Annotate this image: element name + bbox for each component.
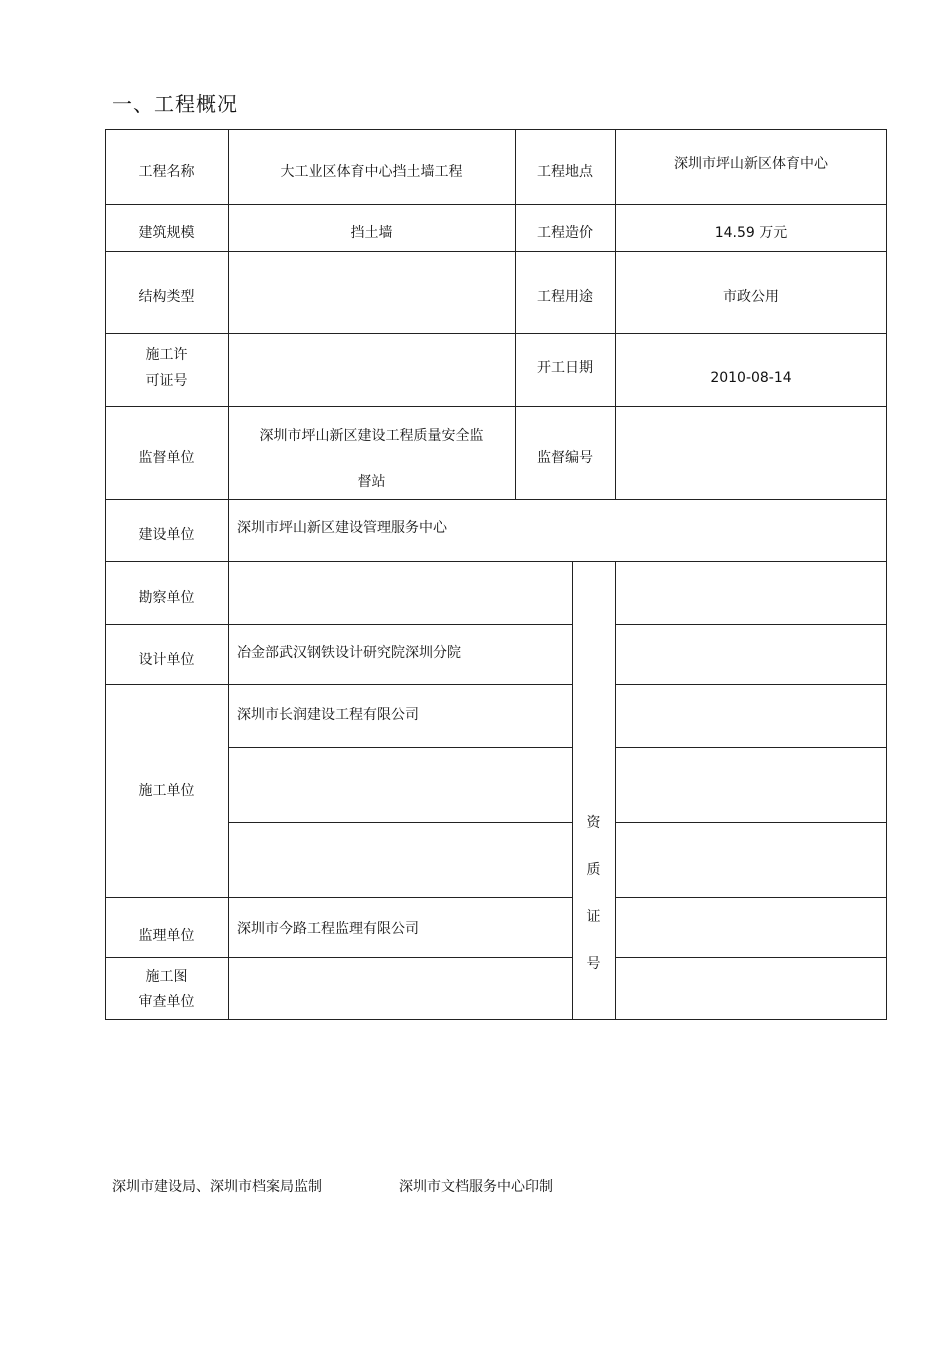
supervision-unit-label: 监督单位: [138, 450, 195, 466]
footer-printed-by: 深圳市文档服务中心印制: [399, 1179, 553, 1195]
supervision-unit-line2: 督站: [357, 474, 386, 490]
qualification-char-4: 号: [586, 956, 601, 972]
project-cost-value: 14.59 万元: [714, 225, 788, 241]
owner-unit-value: 深圳市坪山新区建设管理服务中心: [237, 520, 447, 536]
owner-unit-label: 建设单位: [138, 527, 195, 543]
footer-supervised-by: 深圳市建设局、深圳市档案局监制: [112, 1179, 322, 1195]
project-name-label: 工程名称: [138, 164, 195, 180]
project-location-value: 深圳市坪山新区体育中心: [674, 156, 828, 172]
supervisor-unit-label: 监理单位: [138, 928, 195, 944]
project-use-label: 工程用途: [537, 289, 593, 305]
project-overview-table: [105, 129, 887, 1020]
design-unit-label: 设计单位: [138, 652, 195, 668]
qualification-char-1: 资: [586, 815, 601, 831]
survey-unit-label: 勘察单位: [138, 590, 195, 606]
qualification-char-3: 证: [586, 909, 601, 925]
project-location-label: 工程地点: [537, 164, 593, 180]
supervision-unit-line1: 深圳市坪山新区建设工程质量安全监: [259, 428, 484, 444]
drawing-review-label-line1: 施工图: [145, 969, 188, 985]
permit-label-line2: 可证号: [145, 373, 188, 389]
drawing-review-label-line2: 审查单位: [138, 994, 195, 1010]
start-date-label: 开工日期: [537, 360, 593, 376]
supervision-number-label: 监督编号: [537, 450, 593, 466]
permit-label-line1: 施工许: [145, 347, 188, 363]
project-use-value: 市政公用: [723, 289, 779, 305]
design-unit-value: 冶金部武汉钢铁设计研究院深圳分院: [237, 645, 461, 661]
structure-type-label: 结构类型: [138, 289, 195, 305]
project-cost-label: 工程造价: [537, 225, 593, 241]
supervisor-unit-value: 深圳市今路工程监理有限公司: [237, 921, 419, 937]
construction-unit-label: 施工单位: [138, 783, 195, 799]
start-date-value: 2010-08-14: [710, 370, 792, 386]
construction-unit-value-1: 深圳市长润建设工程有限公司: [237, 707, 419, 723]
project-name-value: 大工业区体育中心挡土墙工程: [280, 164, 463, 180]
building-scale-label: 建筑规模: [138, 225, 195, 241]
qualification-cert-label: [572, 800, 615, 988]
section-title: 一、工程概况: [112, 92, 238, 116]
qualification-char-2: 质: [586, 862, 601, 878]
building-scale-value: 挡土墙: [350, 225, 393, 241]
